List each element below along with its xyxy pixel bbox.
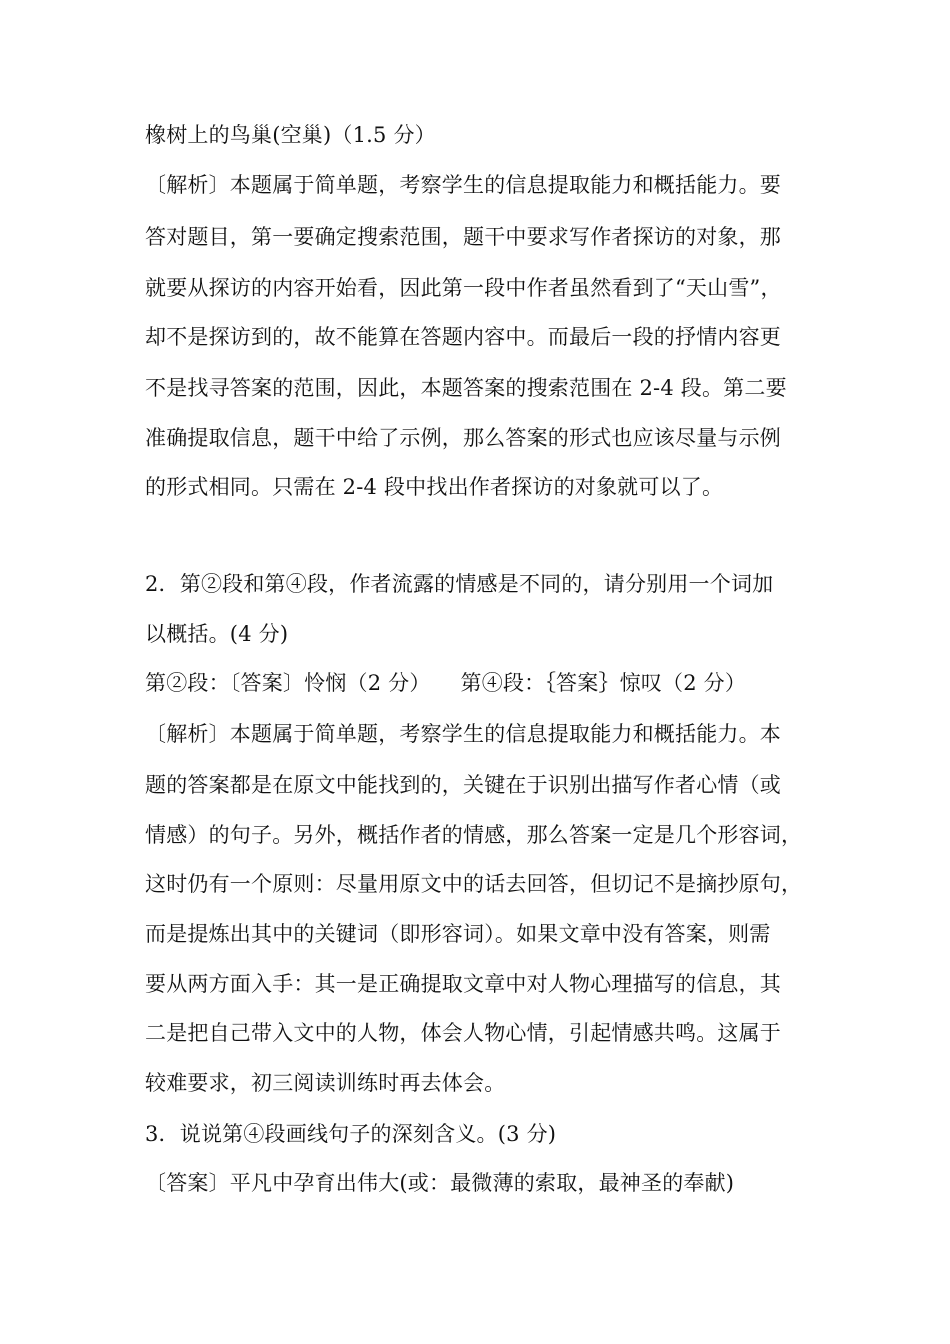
q2-question-line: 以概括。(4 分) <box>145 622 289 646</box>
q2-analysis-line: 要从两方面入手：其一是正确提取文章中对人物心理描写的信息，其 <box>145 972 781 996</box>
q1-analysis-line: 就要从探访的内容开始看，因此第一段中作者虽然看到了“天山雪”， <box>145 276 782 300</box>
q1-answer-tail: 橡树上的鸟巢(空巢)（1.5 分） <box>145 123 436 147</box>
q2-question-line: 2．第②段和第④段，作者流露的情感是不同的，请分别用一个词加 <box>145 572 774 596</box>
q2-analysis-line: 这时仍有一个原则：尽量用原文中的话去回答，但切记不是摘抄原句， <box>145 872 803 896</box>
q2-analysis-line: 题的答案都是在原文中能找到的，关键在于识别出描写作者心情（或 <box>145 773 781 797</box>
q3-answer: 〔答案〕平凡中孕育出伟大(或：最微薄的索取，最神圣的奉献) <box>145 1171 735 1195</box>
q1-analysis-line: 〔解析〕本题属于简单题，考察学生的信息提取能力和概括能力。要 <box>145 173 781 197</box>
q1-analysis-line: 准确提取信息，题干中给了示例，那么答案的形式也应该尽量与示例 <box>145 426 781 450</box>
q2-analysis-line: 较难要求，初三阅读训练时再去体会。 <box>145 1071 506 1095</box>
q1-analysis-line: 却不是探访到的，故不能算在答题内容中。而最后一段的抒情内容更 <box>145 325 781 349</box>
q1-analysis-line: 不是找寻答案的范围，因此，本题答案的搜索范围在 2-4 段。第二要 <box>145 376 787 400</box>
q2-answer-para2: 第②段：〔答案〕怜悯（2 分） <box>145 671 431 695</box>
q2-analysis-line: 〔解析〕本题属于简单题，考察学生的信息提取能力和概括能力。本 <box>145 722 781 746</box>
q2-analysis-line: 而是提炼出其中的关键词（即形容词）。如果文章中没有答案，则需 <box>145 922 771 946</box>
q3-question: 3．说说第④段画线句子的深刻含义。(3 分) <box>145 1122 557 1146</box>
q2-analysis-line: 情感）的句子。另外，概括作者的情感，那么答案一定是几个形容词， <box>145 823 803 847</box>
q2-analysis-line: 二是把自己带入文中的人物，体会人物心情，引起情感共鸣。这属于 <box>145 1021 781 1045</box>
q2-answer-para4: 第④段：｛答案｝惊叹（2 分） <box>460 671 747 695</box>
q2-answers <box>145 668 810 698</box>
q1-analysis-line: 的形式相同。只需在 2-4 段中找出作者探访的对象就可以了。 <box>145 475 724 499</box>
q1-analysis-line: 答对题目，第一要确定搜索范围，题干中要求写作者探访的对象，那 <box>145 225 781 249</box>
